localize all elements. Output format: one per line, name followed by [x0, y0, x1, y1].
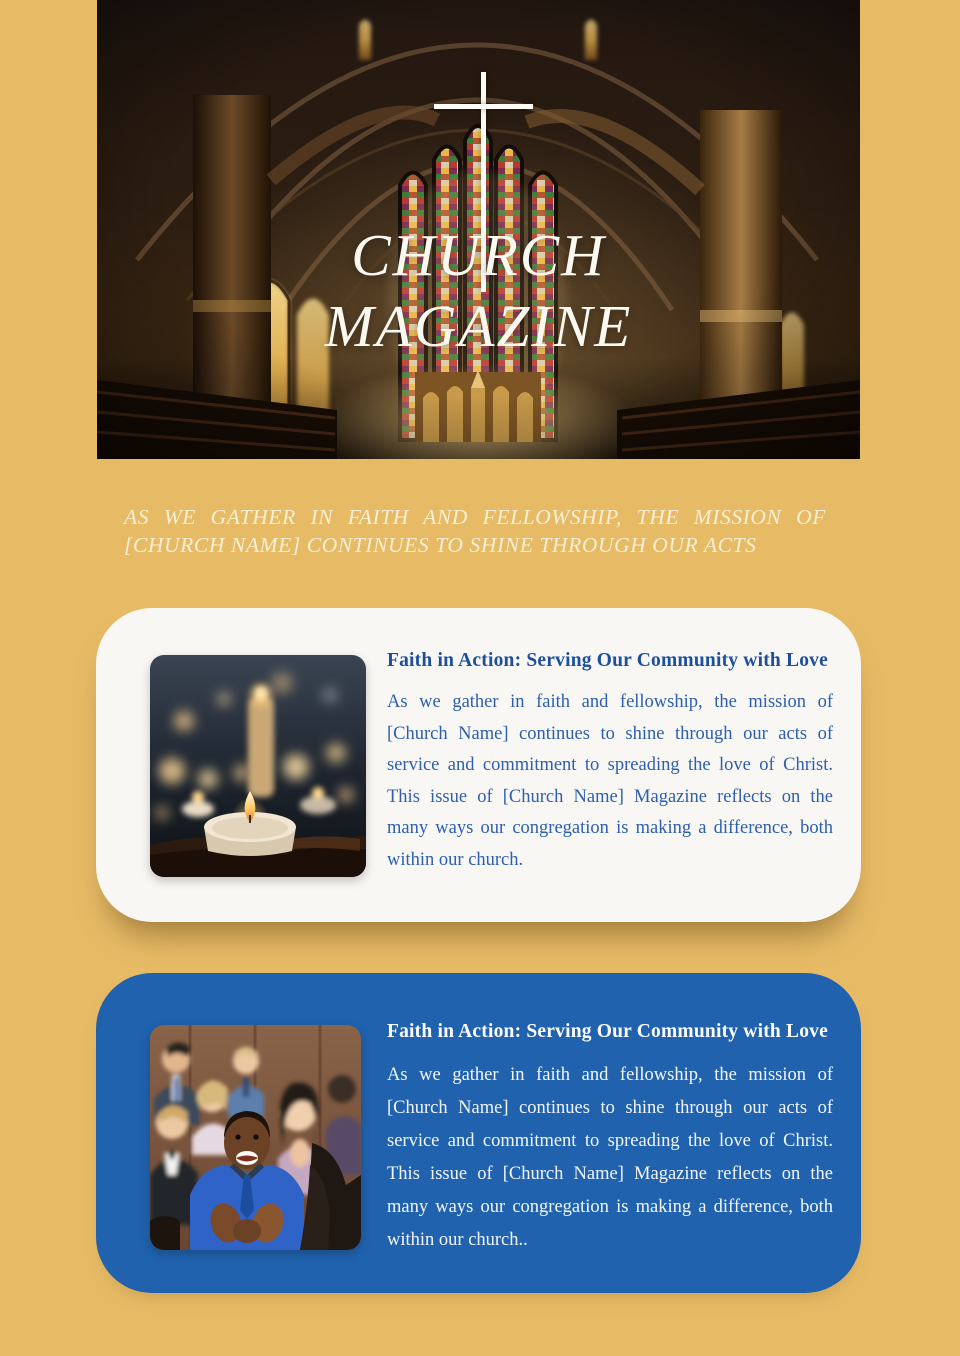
article-heading: Faith in Action: Serving Our Community with Love — [387, 650, 828, 671]
tagline-line1: AS WE GATHER IN FAITH AND FELLOWSHIP, THE MISSION OF — [124, 505, 826, 529]
magazine-title-line2: MAGAZINE — [324, 293, 633, 359]
article-heading: Faith in Action: Serving Our Community with Love — [387, 1021, 828, 1042]
article-body: As we gather in faith and fellowship, the mission of [Church Name] continues to shine through our acts of service and commitment to spreading the love of Christ. This issue of [Church Name] Magazine reflects on the many ways our congregation is making a difference, both within our church. — [387, 692, 833, 870]
article-text-block — [387, 648, 833, 876]
tagline — [124, 503, 826, 559]
article-text-block — [387, 1019, 833, 1257]
magazine-title-line1: CHURCH — [351, 222, 606, 288]
hero-banner — [97, 0, 860, 459]
magazine-title — [97, 220, 860, 362]
candlelight-photo — [150, 655, 366, 877]
article-body: As we gather in faith and fellowship, the mission of [Church Name] continues to shine through our acts of service and commitment to spreading the love of Christ. This issue of [Church Name] Magazine reflects on the many ways our congregation is making a difference, both within our church.. — [387, 1065, 833, 1250]
article-card-light — [96, 608, 861, 922]
article-card-blue — [96, 973, 861, 1293]
congregation-clapping-photo — [150, 1025, 361, 1250]
tagline-line2: [CHURCH NAME] CONTINUES TO SHINE THROUGH OUR ACTS — [124, 533, 757, 557]
